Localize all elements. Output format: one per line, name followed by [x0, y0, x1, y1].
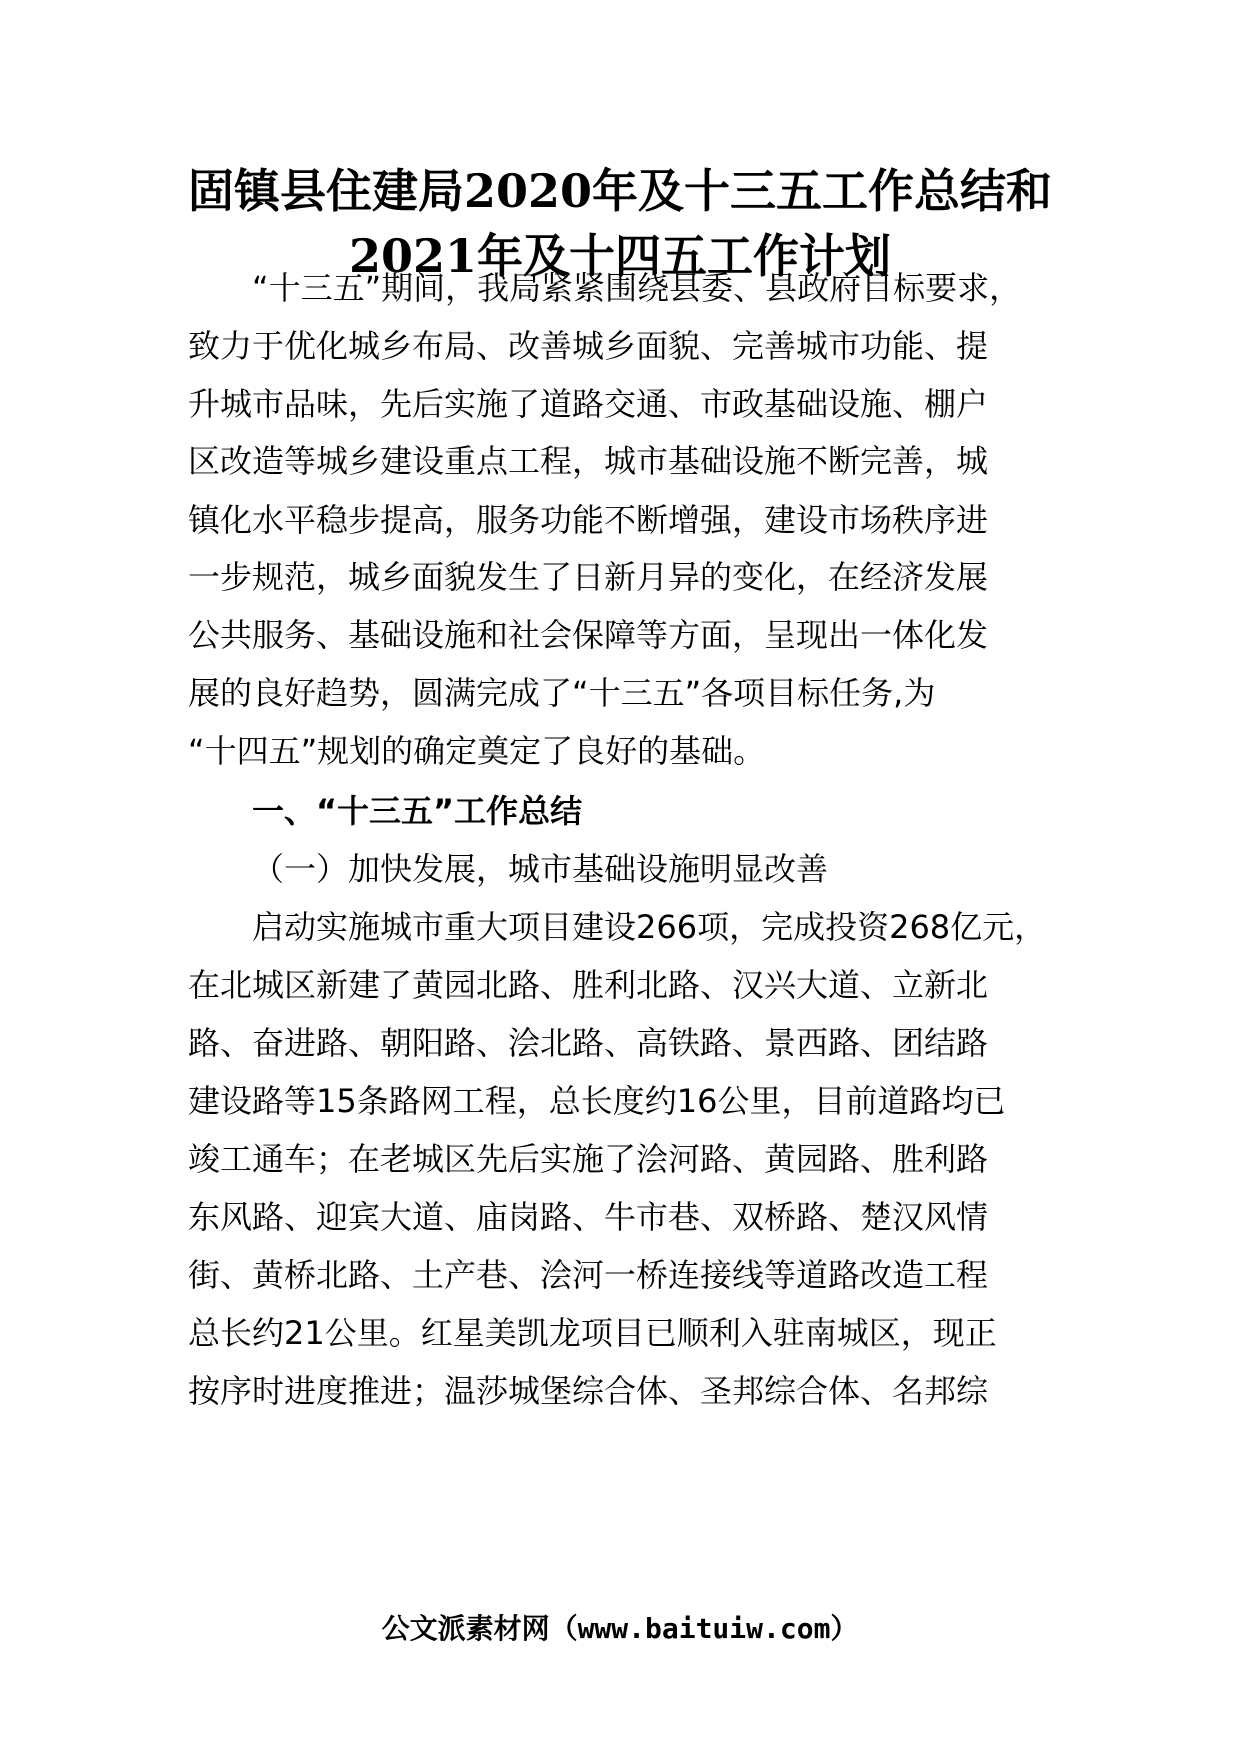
subsection-heading-1: （一）加快发展，城市基础设施明显改善	[252, 850, 829, 888]
section1-line-9: 按序时进度推进；温莎城堡综合体、圣邦综合体、名邦综	[188, 1372, 989, 1410]
intro-line-2: 致力于优化城乡布局、改善城乡面貌、完善城市功能、提	[188, 327, 989, 365]
section1-line-5: 竣工通车；在老城区先后实施了浍河路、黄园路、胜利路	[188, 1140, 989, 1178]
section1-line-2: 在北城区新建了黄园北路、胜利北路、汉兴大道、立新北	[188, 966, 989, 1004]
intro-line-8: 展的良好趋势，圆满完成了“十三五”各项目标任务,为	[188, 674, 936, 712]
section1-line-8: 总长约21公里。红星美凯龙项目已顺利入驻南城区，现正	[188, 1314, 997, 1352]
document-title-line-2: 2021年及十四五工作计划	[348, 229, 892, 283]
section1-line-7: 街、黄桥北路、土产巷、浍河一桥连接线等道路改造工程	[188, 1256, 989, 1294]
intro-line-9: “十四五”规划的确定奠定了良好的基础。	[188, 732, 766, 770]
intro-line-1: “十三五”期间，我局紧紧围绕县委、县政府目标要求，	[252, 269, 1022, 307]
section1-line-3: 路、奋进路、朝阳路、浍北路、高铁路、景西路、团结路	[188, 1024, 989, 1062]
section1-line-6: 东风路、迎宾大道、庙岗路、牛市巷、双桥路、楚汉风情	[188, 1198, 989, 1236]
footer-source-text: 公文派素材网（www.baituiw.com）	[381, 1612, 859, 1645]
intro-line-7: 公共服务、基础设施和社会保障等方面，呈现出一体化发	[188, 616, 989, 654]
intro-line-5: 镇化水平稳步提高，服务功能不断增强，建设市场秩序进	[188, 501, 989, 539]
intro-line-4: 区改造等城乡建设重点工程，城市基础设施不断完善，城	[188, 442, 989, 480]
section1-line-1: 启动实施城市重大项目建设266项，完成投资268亿元，	[252, 908, 1047, 946]
section1-line-4: 建设路等15条路网工程，总长度约16公里，目前道路均已	[188, 1082, 1006, 1120]
intro-line-6: 一步规范，城乡面貌发生了日新月异的变化，在经济发展	[188, 558, 989, 596]
document-title-line-1: 固镇县住建局2020年及十三五工作总结和	[187, 164, 1053, 218]
intro-line-3: 升城市品味，先后实施了道路交通、市政基础设施、棚户	[188, 385, 989, 423]
section-heading-1: 一、“十三五”工作总结	[252, 792, 583, 830]
